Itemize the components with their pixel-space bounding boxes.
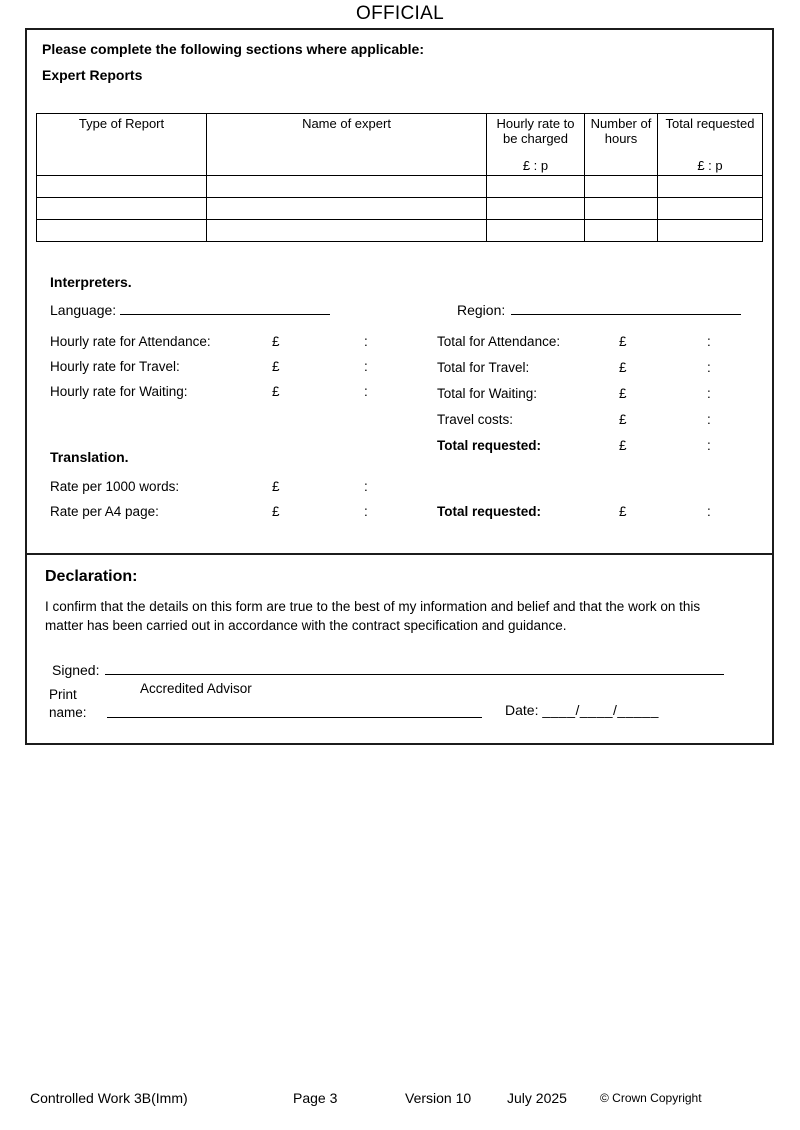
rate-label: Rate per 1000 words:: [50, 479, 180, 494]
print-name-label-line2: name:: [49, 705, 87, 720]
colon-separator: :: [364, 334, 368, 349]
total-label: Total for Travel:: [437, 360, 530, 375]
money-row: [50, 474, 418, 499]
table-cell[interactable]: [487, 220, 585, 242]
table-row: [37, 198, 763, 220]
currency-symbol: £: [272, 384, 280, 399]
signed-row: [52, 662, 724, 678]
print-name-label-line1: Print: [49, 687, 77, 702]
colon-separator: :: [707, 360, 711, 375]
colon-separator: :: [707, 438, 711, 453]
form-intro: Please complete the following sections where applicable:: [42, 41, 424, 57]
rate-label: Hourly rate for Waiting:: [50, 384, 188, 399]
interpreters-title: Interpreters.: [50, 274, 132, 290]
colon-separator: :: [707, 334, 711, 349]
colon-separator: :: [707, 386, 711, 401]
column-header-label: Total requested: [665, 116, 755, 131]
money-row: [437, 381, 761, 407]
money-row: [437, 433, 761, 459]
money-row: [50, 354, 418, 379]
table-cell[interactable]: [658, 198, 763, 220]
column-header-number-of-hours: [585, 114, 658, 176]
column-header-total-requested: [658, 114, 763, 176]
region-label: Region:: [457, 302, 506, 318]
expert-reports-title: Expert Reports: [42, 67, 143, 83]
table-cell[interactable]: [37, 220, 207, 242]
table-cell[interactable]: [37, 198, 207, 220]
column-header-label: Number of hours: [590, 116, 652, 146]
money-row: [50, 499, 418, 524]
colon-separator: :: [707, 504, 711, 519]
money-row: [50, 329, 418, 354]
form-container: [25, 28, 774, 745]
table-cell[interactable]: [37, 176, 207, 198]
print-name-field[interactable]: [107, 705, 482, 718]
column-header-hourly-rate: [487, 114, 585, 176]
table-cell[interactable]: [207, 176, 487, 198]
column-header-sub: £ : p: [697, 158, 723, 173]
table-cell[interactable]: [487, 176, 585, 198]
footer-copyright: © Crown Copyright: [600, 1091, 702, 1105]
table-cell[interactable]: [658, 176, 763, 198]
column-header-name-of-expert: [207, 114, 487, 176]
currency-symbol: £: [619, 438, 627, 453]
currency-symbol: £: [619, 334, 627, 349]
table-row: [37, 220, 763, 242]
language-label: Language:: [50, 302, 117, 318]
date-label: Date:: [505, 702, 539, 718]
footer-page-number: Page 3: [293, 1090, 338, 1106]
column-header-label: Name of expert: [302, 116, 391, 131]
signature-field[interactable]: [105, 662, 724, 675]
declaration-text: I confirm that the details on this form are true to the best of my information and belief and that the work on this matter has been carried out in accordance with the contract specification and guidance.: [45, 599, 701, 633]
money-row: [437, 355, 761, 381]
table-cell[interactable]: [207, 220, 487, 242]
region-row: [457, 302, 741, 318]
footer-version: Version 10: [405, 1090, 472, 1106]
money-row: [50, 379, 418, 404]
total-label: Total for Waiting:: [437, 386, 538, 401]
rate-label: Hourly rate for Travel:: [50, 359, 180, 374]
total-label: Total for Attendance:: [437, 334, 561, 349]
currency-symbol: £: [272, 334, 280, 349]
column-header-type-of-report: [37, 114, 207, 176]
interpreter-rates-column: [50, 329, 418, 404]
money-row: [437, 329, 761, 355]
colon-separator: :: [364, 479, 368, 494]
accredited-advisor-label: Accredited Advisor: [140, 681, 252, 696]
column-header-label: Hourly rate to be charged: [496, 116, 575, 146]
table-cell[interactable]: [658, 220, 763, 242]
date-row: [505, 702, 659, 718]
rate-label: Rate per A4 page:: [50, 504, 159, 519]
money-row: [437, 499, 761, 525]
colon-separator: :: [364, 359, 368, 374]
footer-doc-id: Controlled Work 3B(Imm): [30, 1090, 188, 1106]
declaration-title: Declaration:: [45, 568, 138, 585]
table-cell[interactable]: [585, 220, 658, 242]
total-requested-label: Total requested:: [437, 504, 542, 519]
money-row: [437, 407, 761, 433]
date-field[interactable]: ____/____/_____: [542, 702, 659, 718]
print-name-label: [49, 686, 87, 722]
table-row: [37, 176, 763, 198]
translation-rates-column: [50, 474, 418, 524]
section-divider: [25, 553, 774, 555]
currency-symbol: £: [272, 359, 280, 374]
language-row: [50, 302, 330, 318]
column-header-label: Type of Report: [78, 116, 165, 131]
column-header-sub: £ : p: [522, 158, 549, 173]
classification-banner: OFFICIAL: [356, 3, 444, 24]
total-requested-label: Total requested:: [437, 438, 542, 453]
table-cell[interactable]: [487, 198, 585, 220]
currency-symbol: £: [619, 504, 627, 519]
currency-symbol: £: [272, 504, 280, 519]
translation-total-row: [437, 499, 761, 525]
interpreter-totals-column: [437, 329, 761, 459]
total-label: Travel costs:: [437, 412, 514, 427]
rate-label: Hourly rate for Attendance:: [50, 334, 211, 349]
table-cell[interactable]: [585, 176, 658, 198]
table-cell[interactable]: [585, 198, 658, 220]
signed-label: Signed:: [52, 662, 100, 678]
table-cell[interactable]: [207, 198, 487, 220]
currency-symbol: £: [272, 479, 280, 494]
currency-symbol: £: [619, 360, 627, 375]
currency-symbol: £: [619, 412, 627, 427]
region-field[interactable]: [511, 302, 741, 315]
colon-separator: :: [364, 504, 368, 519]
expert-reports-table: [36, 113, 763, 242]
currency-symbol: £: [619, 386, 627, 401]
footer-date: July 2025: [507, 1090, 567, 1106]
translation-title: Translation.: [50, 449, 129, 465]
table-header-row: [37, 114, 763, 176]
language-field[interactable]: [120, 302, 330, 315]
colon-separator: :: [707, 412, 711, 427]
colon-separator: :: [364, 384, 368, 399]
